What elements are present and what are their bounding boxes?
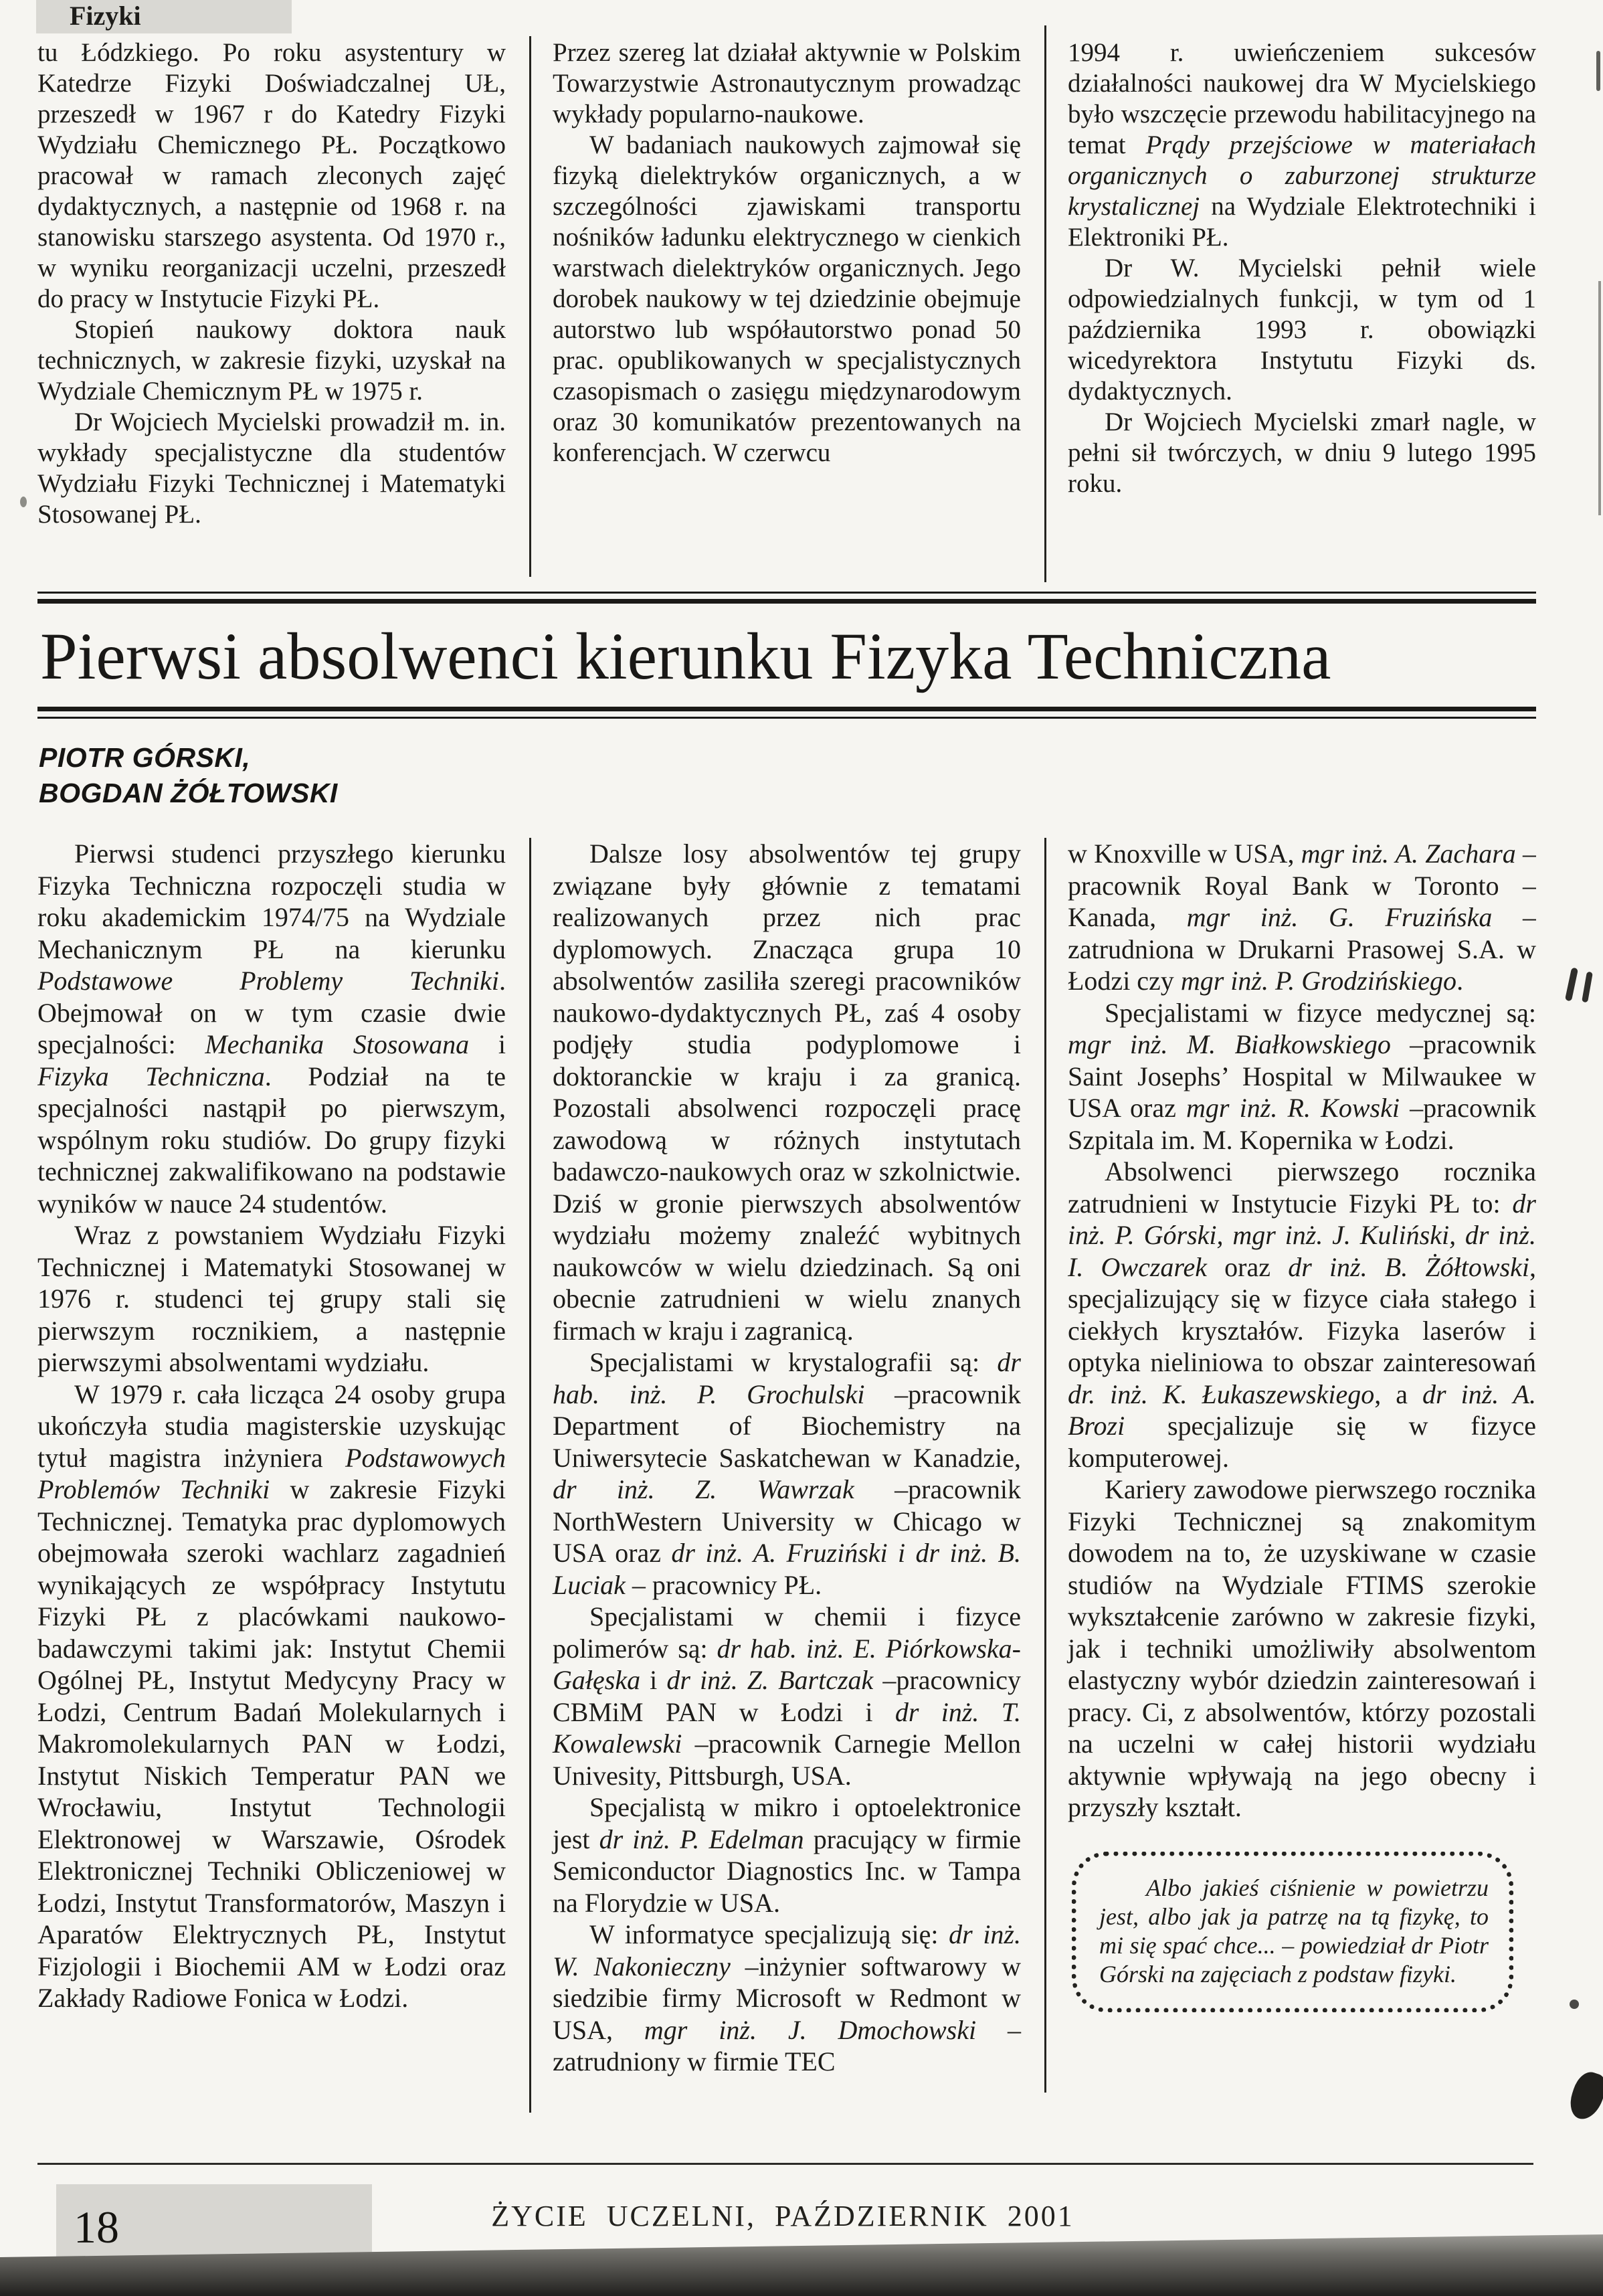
italic-text-run: mgr inż. P. Grodzińskiego	[1180, 966, 1457, 996]
page-number: 18	[74, 2202, 119, 2253]
text-run: Specjalistą w mikro i optoelektronice jest	[553, 1792, 1021, 1854]
text-run: W informatyce specjalizują się:	[589, 1919, 949, 1949]
text-run: specjalizuje się w fizyce komputerowej.	[1068, 1411, 1536, 1473]
paragraph	[37, 838, 506, 1219]
italic-text-run: mgr inż. J. Dmochowski	[644, 2014, 977, 2045]
text-run: –zatrudniony w firmie TEC	[553, 2014, 1022, 2077]
paragraph	[1099, 1874, 1489, 1989]
text-run: Kariery zawodowe pierwszego rocznika Fizyki Technicznej są znakomitym dowodem na to, że uzyskiwane w czasie studiów na Wydziale FTIMS szerokie wykształcenie zarówno w zakresie fizyki, jak i techniki umożliwiły absolwentom elastyczny wybór dziedzin zainteresowań i pracy. Ci, z absolwentów, którzy pozostali na uczelni w całej historii wydziału aktywnie wpływają na jego obecny i przyszły kształt.	[1068, 1474, 1536, 1822]
column-divider	[1044, 838, 1046, 2093]
text-run: –pracownicy CBMiM PAN w Łodzi i	[553, 1665, 1021, 1727]
paragraph	[1068, 997, 1536, 1156]
article-column-3	[1068, 838, 1536, 2161]
article-body	[37, 838, 1536, 2161]
section-label: Fizyki	[70, 1, 141, 31]
text-run: –inżynier softwarowy w siedzibie firmy Microsoft w Redmont w USA,	[553, 1951, 1021, 2045]
paragraph	[1068, 1156, 1536, 1474]
text-run: . Podział na te specjalności nastąpił po pierwszym, wspólnym roku studiów. Do grupy fizyki technicznej zakwalifikowano na podstawie wyników w nauce 24 studentów.	[37, 1061, 506, 1219]
italic-text-run: dr hab. inż. P. Grochulski	[553, 1347, 1021, 1409]
text-run: tu Łódzkiego. Po roku asystentury w Katedrze Fizyki Doświadczalnej UŁ, przeszedł w 1967 r do Katedry Fizyki Wydziału Chemicznego PŁ. Początkowo pracował w ramach zleconych zajęć dydaktycznych, a następnie od 1968 r. na stanowisku starszego asystenta. Od 1970 r., w wyniku reorganizacji uczelni, przeszedł do pracy w Instytucie Fizyki PŁ.	[37, 38, 506, 313]
footer-rule	[37, 2163, 1533, 2165]
scan-artifact	[1596, 51, 1600, 91]
italic-text-run: dr inż. W. Nakonieczny	[553, 1919, 1021, 1981]
paragraph	[37, 407, 506, 530]
author-name: BOGDAN ŻÓŁTOWSKI	[39, 778, 338, 809]
text-run: –zatrudniona w Drukarni Prasowej S.A. w Łodzi czy	[1068, 902, 1536, 996]
paragraph	[1068, 407, 1536, 499]
paragraph	[37, 1219, 506, 1379]
text-run: Przez szereg lat działał aktywnie w Polskim Towarzystwie Astronautycznym prowadząc wykłady popularno-naukowe.	[553, 38, 1021, 128]
text-run: –pracownik Carnegie Mellon Univesity, Pittsburgh, USA.	[553, 1729, 1021, 1791]
obituary-column-3	[1068, 37, 1536, 577]
italic-text-run: Prądy przejściowe w materiałach organicznych o zaburzonej strukturze krystalicznej	[1068, 130, 1536, 221]
headline-top-rule	[37, 592, 1536, 604]
text-run: . Obejmował on w tym czasie dwie specjalności:	[37, 966, 506, 1059]
pull-quote-box	[1072, 1852, 1513, 2012]
text-run: na Wydziale Elektrotechniki i Elektroniki PŁ.	[1068, 192, 1536, 252]
journal-footer-line: ŻYCIE UCZELNI, PAŹDZIERNIK 2001	[491, 2200, 1074, 2232]
byline	[39, 740, 338, 812]
text-run: w Knoxville w USA,	[1068, 838, 1301, 869]
text-run: , specjalizujący się w fizyce ciała stałego i ciekłych kryształów. Fizyka laserów i optyka nieliniowa to obszar zainteresowań	[1068, 1251, 1536, 1377]
paragraph	[37, 1379, 506, 2014]
italic-text-run: dr. inż. K. Łukaszewskiego	[1068, 1379, 1375, 1409]
italic-text-run: Mechanika Stosowana	[205, 1029, 470, 1059]
italic-text-run: Podstawowe Problemy Techniki	[37, 966, 499, 996]
paragraph	[1068, 253, 1536, 407]
text-run: W badaniach naukowych zajmował się fizyką dielektryków organicznych, a w szczególności zjawiskami transportu nośników ładunku elektrycznego w cienkich warstwach dielektryków organicznych. Jego dorobek naukowy w tej dziedzinie obejmuje autorstwo lub współautorstwo ponad 50 prac. opublikowanych w specjalistycznych czasopismach o zasięgu międzynarodowym oraz 30 komunikatów prezentowanych na konferencjach. W czerwcu	[553, 130, 1021, 467]
paragraph	[553, 37, 1021, 130]
text-run: –pracownik Szpitala im. M. Kopernika w Łodzi.	[1068, 1093, 1536, 1155]
paragraph	[37, 315, 506, 407]
italic-text-run: dr inż. P. Górski, mgr inż. J. Kuliński, dr inż. I. Owczarek	[1068, 1188, 1536, 1282]
column-divider	[529, 838, 531, 2113]
scan-artifact	[1570, 2000, 1579, 2009]
italic-text-run: mgr inż. A. Zachara	[1301, 838, 1516, 869]
section-label-box	[36, 0, 292, 33]
italic-text-run: dr inż. A. Fruziński i dr inż. B. Luciak	[553, 1538, 1021, 1600]
article-column-1	[37, 838, 506, 2161]
obituary-column-1	[37, 37, 506, 577]
italic-text-run: dr hab. inż. E. Piórkowska-Gałęska	[553, 1633, 1021, 1695]
text-run: –pracownik Department of Biochemistry na Uniwersytecie Saskatchewan w Kanadzie,	[553, 1379, 1021, 1473]
text-run: Specjalistami w krystalografii są:	[589, 1347, 998, 1377]
text-run: Dalsze losy absolwentów tej grupy związane były głównie z tematami realizowanych przez nich prac dyplomowych. Znacząca grupa 10 absolwentów zasiliła szeregi pracowników naukowo-dydaktycznych PŁ, zaś 4 osoby podjęły studia podyplomowe i doktoranckie w kraju i za granicą. Pozostali absolwenci rozpoczęli pracę zawodową w różnych instytutach badawczo-naukowych oraz w szkolnictwie. Dziś w gronie pierwszych absolwentów wydziału możemy znaleźć wybitnych naukowców w wielu dziedzinach. Są oni obecnie zatrudnieni w wielu znanych firmach w kraju i zagranicą.	[553, 838, 1021, 1346]
text-run: , a	[1374, 1379, 1423, 1409]
paragraph	[37, 37, 506, 315]
text-run: pracujący w firmie Semiconductor Diagnostics Inc. w Tampa na Florydzie w USA.	[553, 1824, 1021, 1918]
italic-text-run: dr inż. Z. Bartczak	[666, 1665, 874, 1695]
italic-text-run: Albo jakieś ciśnienie w powietrzu jest, albo jak ja patrzę na tą fizykę, to mi się spać chce... – powiedział dr Piotr Górski na zajęciach z podstaw fizyki.	[1099, 1874, 1489, 1988]
article-column-2	[553, 838, 1021, 2161]
paragraph	[553, 130, 1021, 468]
italic-text-run: dr inż. P. Edelman	[599, 1824, 804, 1854]
paragraph	[1068, 37, 1536, 253]
text-run: Specjalistami w fizyce medycznej są:	[1105, 997, 1536, 1028]
article-headline: Pierwsi absolwenci kierunku Fizyka Techniczna	[40, 619, 1331, 693]
scan-artifact	[1566, 2068, 1603, 2124]
italic-text-run: dr inż. Z. Wawrzak	[553, 1474, 854, 1504]
obituary-section	[37, 37, 1536, 577]
scan-artifact	[20, 497, 27, 507]
paragraph	[1068, 1474, 1536, 1824]
italic-text-run: dr inż. A. Brozi	[1068, 1379, 1536, 1441]
column-divider	[529, 36, 531, 577]
article-column-3-text	[1068, 838, 1536, 1824]
text-run: w zakresie Fizyki Technicznej. Tematyka prac dyplomowych obejmowała szeroki wachlarz zagadnień wynikających ze współpracy Instytutu Fizyki PŁ z placówkami naukowo-badawczymi takimi jak: Instytut Chemii Ogólnej PŁ, Instytut Medycyny Pracy w Łodzi, Centrum Badań Molekularnych i Makromolekularnych PAN w Łodzi, Instytut Niskich Temperatur PAN we Wrocławiu, Instytut Technologii Elektronowej w Warszawie, Ośrodek Elektronicznej Techniki Obliczeniowej w Łodzi, Instytut Transformatorów, Maszyn i Aparatów Elektrycznych PŁ, Instytut Fizjologii i Biochemii AM w Łodzi oraz Zakłady Radiowe Fonica w Łodzi.	[37, 1474, 506, 2013]
headline-bottom-rule	[37, 707, 1536, 719]
paragraph	[553, 1601, 1021, 1791]
text-run: Wraz z powstaniem Wydziału Fizyki Technicznej i Matematyki Stosowanej w 1976 r. studenci tej grupy stali się pierwszym rocznikiem, a następnie pierwszymi absolwentami wydziału.	[37, 1220, 506, 1377]
italic-text-run: Podstawowych Problemów Techniki	[37, 1442, 506, 1504]
text-run: Dr W. Mycielski pełnił wiele odpowiedzialnych funkcji, w tym od 1 października 1993 r. obowiązki wicedyrektora Instytutu Fizyki ds. dydaktycznych.	[1068, 254, 1536, 406]
text-run: –pracownik Saint Josephs’ Hospital w Milwaukee w USA oraz	[1068, 1029, 1536, 1123]
text-run: 1994 r. uwieńczeniem sukcesów działalności naukowej dra W Mycielskiego było wszczęcie przewodu habilitacyjnego na temat	[1068, 38, 1536, 159]
text-run: Specjalistami w chemii i fizyce polimerów są:	[553, 1601, 1021, 1664]
column-divider	[1044, 25, 1046, 582]
italic-text-run: dr inż. T. Kowalewski	[553, 1696, 1021, 1759]
text-run: Pierwsi studenci przyszłego kierunku Fizyka Techniczna rozpoczęli studia w roku akademickim 1974/75 na Wydziale Mechanicznym PŁ na kierunku	[37, 838, 506, 964]
text-run: – pracownicy PŁ.	[625, 1569, 822, 1600]
text-run: –pracownik Royal Bank w Toronto – Kanada,	[1068, 838, 1536, 932]
italic-text-run: Fizyka Techniczna	[37, 1061, 265, 1091]
text-run: i	[640, 1665, 667, 1695]
paragraph	[553, 1346, 1021, 1601]
text-run: i	[469, 1029, 506, 1059]
italic-text-run: dr inż. B. Żółtowski	[1288, 1251, 1530, 1282]
paragraph	[553, 1919, 1021, 2078]
text-run: Stopień naukowy doktora nauk technicznych, w zakresie fizyki, uzyskał na Wydziale Chemicznym PŁ w 1975 r.	[37, 315, 506, 406]
author-name: PIOTR GÓRSKI,	[39, 742, 251, 773]
text-run: Dr Wojciech Mycielski prowadził m. in. wykłady specjalistyczne dla studentów Wydziału Fizyki Technicznej i Matematyki Stosowanej PŁ.	[37, 408, 506, 529]
paragraph	[553, 1791, 1021, 1919]
text-run: Dr Wojciech Mycielski zmarł nagle, w pełni sił twórczych, w dniu 9 lutego 1995 roku.	[1068, 408, 1536, 498]
scan-artifact	[1598, 281, 1601, 515]
italic-text-run: mgr inż. R. Kowski	[1186, 1093, 1400, 1123]
italic-text-run: mgr inż. G. Fruzińska	[1186, 902, 1493, 932]
scan-artifact	[1565, 968, 1578, 1002]
text-run: .	[1456, 966, 1464, 996]
italic-text-run: mgr inż. M. Białkowskiego	[1068, 1029, 1391, 1059]
text-run: oraz	[1206, 1251, 1289, 1282]
text-run: –pracownik NorthWestern University w Chicago w USA oraz	[553, 1474, 1021, 1568]
paragraph	[1068, 838, 1536, 997]
obituary-column-2	[553, 37, 1021, 577]
text-run: Absolwenci pierwszego rocznika zatrudnieni w Instytucie Fizyki PŁ to:	[1068, 1156, 1536, 1219]
headline-block	[37, 592, 1536, 719]
paragraph	[553, 838, 1021, 1346]
text-run: W 1979 r. cała licząca 24 osoby grupa ukończyła studia magisterskie uzyskując tytuł magistra inżyniera	[37, 1379, 506, 1473]
scan-artifact	[1582, 972, 1593, 1003]
